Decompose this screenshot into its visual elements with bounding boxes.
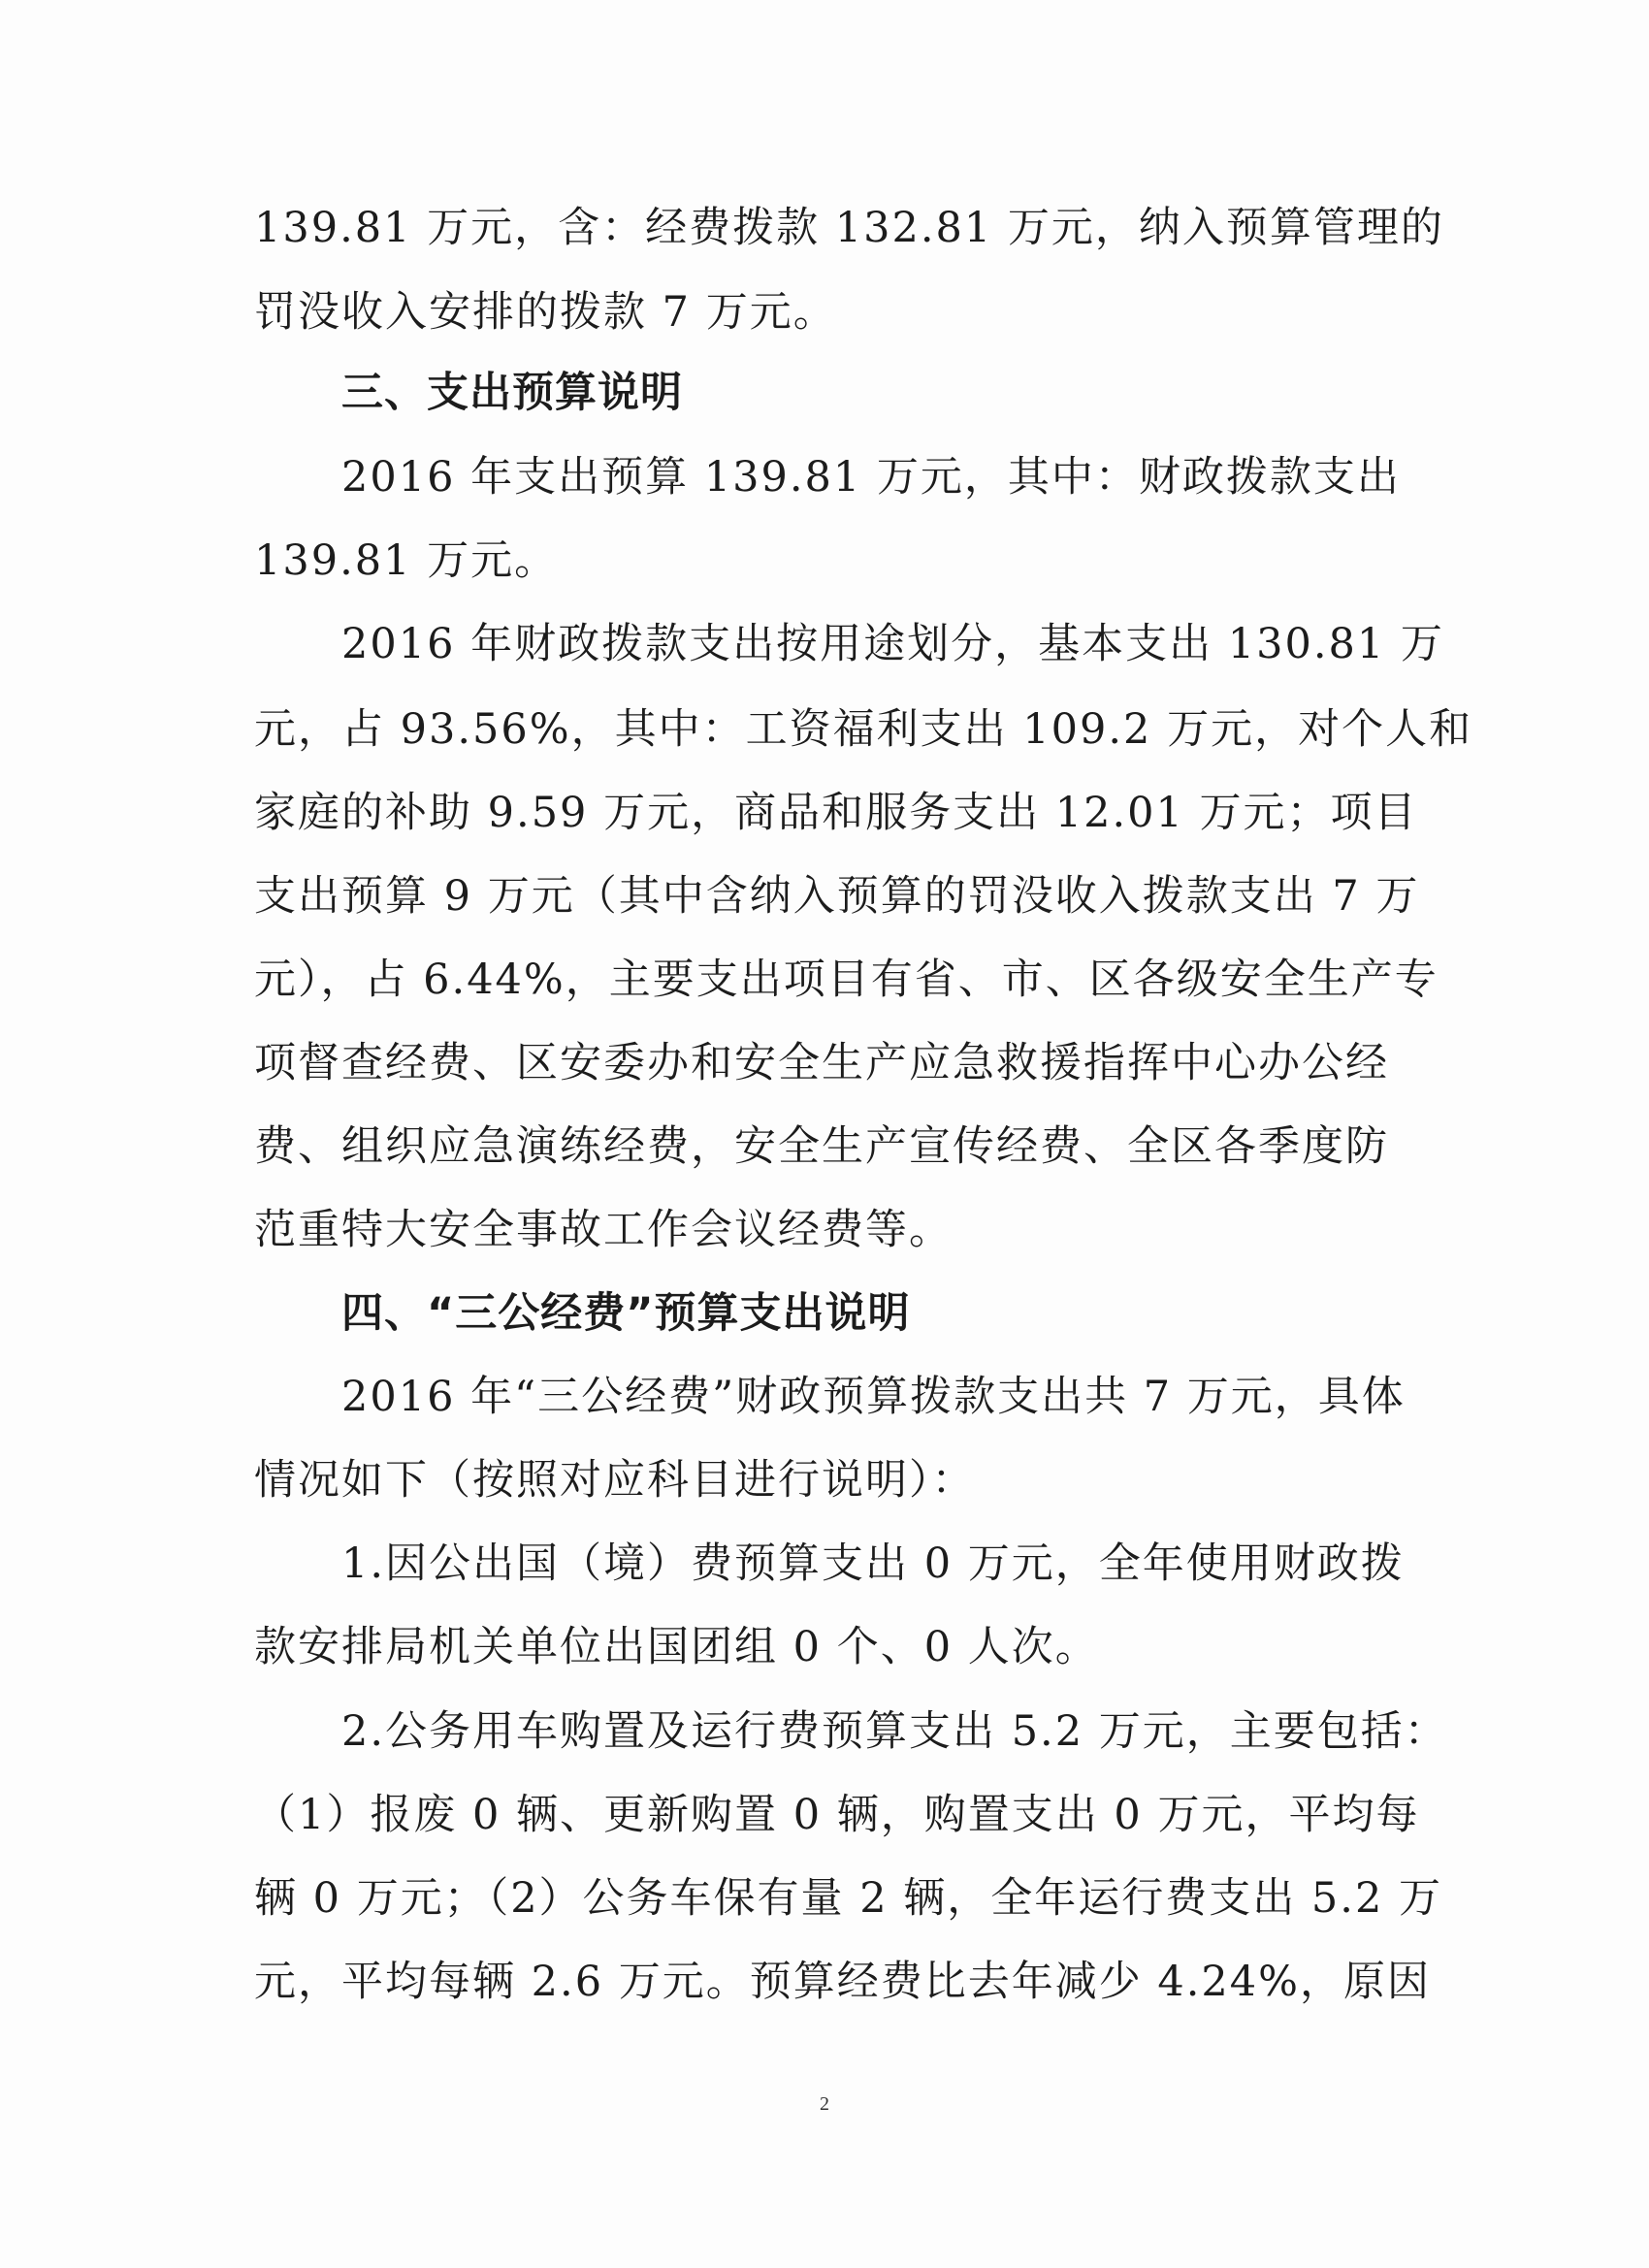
text-line: 2016 年“三公经费”财政预算拨款支出共 7 万元，具体 (341, 1373, 1406, 1421)
text-line: 元，占 93.56%，其中：工资福利支出 109.2 万元，对个人和 (254, 705, 1473, 754)
text-line: 款安排局机关单位出国团组 0 个、0 人次。 (254, 1623, 1099, 1671)
text-line: 2016 年支出预算 139.81 万元，其中：财政拨款支出 (341, 453, 1401, 502)
section-heading: 四、“三公经费”预算支出说明 (341, 1289, 911, 1338)
text-line: 费、组织应急演练经费，安全生产宣传经费、全区各季度防 (254, 1122, 1389, 1171)
page-number: 2 (820, 2093, 829, 2115)
text-line: 范重特大安全事故工作会议经费等。 (254, 1206, 953, 1254)
text-line: 139.81 万元，含：经费拨款 132.81 万元，纳入预算管理的 (254, 204, 1444, 252)
text-line: 情况如下（按照对应科目进行说明）： (254, 1456, 976, 1505)
text-line: 2.公务用车购置及运行费预算支出 5.2 万元，主要包括： (341, 1707, 1448, 1756)
text-line: 139.81 万元。 (254, 536, 559, 585)
text-line: 罚没收入安排的拨款 7 万元。 (254, 288, 837, 337)
text-line: 元），占 6.44%，主要支出项目有省、市、区各级安全生产专 (254, 956, 1439, 1004)
text-line: 1.因公出国（境）费预算支出 0 万元，全年使用财政拨 (341, 1539, 1405, 1588)
text-line: 元，平均每辆 2.6 万元。预算经费比去年减少 4.24%，原因 (254, 1958, 1431, 2006)
text-line: （1）报废 0 辆、更新购置 0 辆，购置支出 0 万元，平均每 (254, 1791, 1420, 1839)
text-line: 家庭的补助 9.59 万元，商品和服务支出 12.01 万元；项目 (254, 789, 1418, 837)
text-line: 项督查经费、区安委办和安全生产应急救援指挥中心办公经 (254, 1039, 1389, 1087)
section-heading: 三、支出预算说明 (341, 369, 683, 417)
text-line: 2016 年财政拨款支出按用途划分，基本支出 130.81 万 (341, 620, 1444, 668)
text-line: 辆 0 万元；（2）公务车保有量 2 辆，全年运行费支出 5.2 万 (254, 1874, 1442, 1923)
text-line: 支出预算 9 万元（其中含纳入预算的罚没收入拨款支出 7 万 (254, 872, 1420, 921)
